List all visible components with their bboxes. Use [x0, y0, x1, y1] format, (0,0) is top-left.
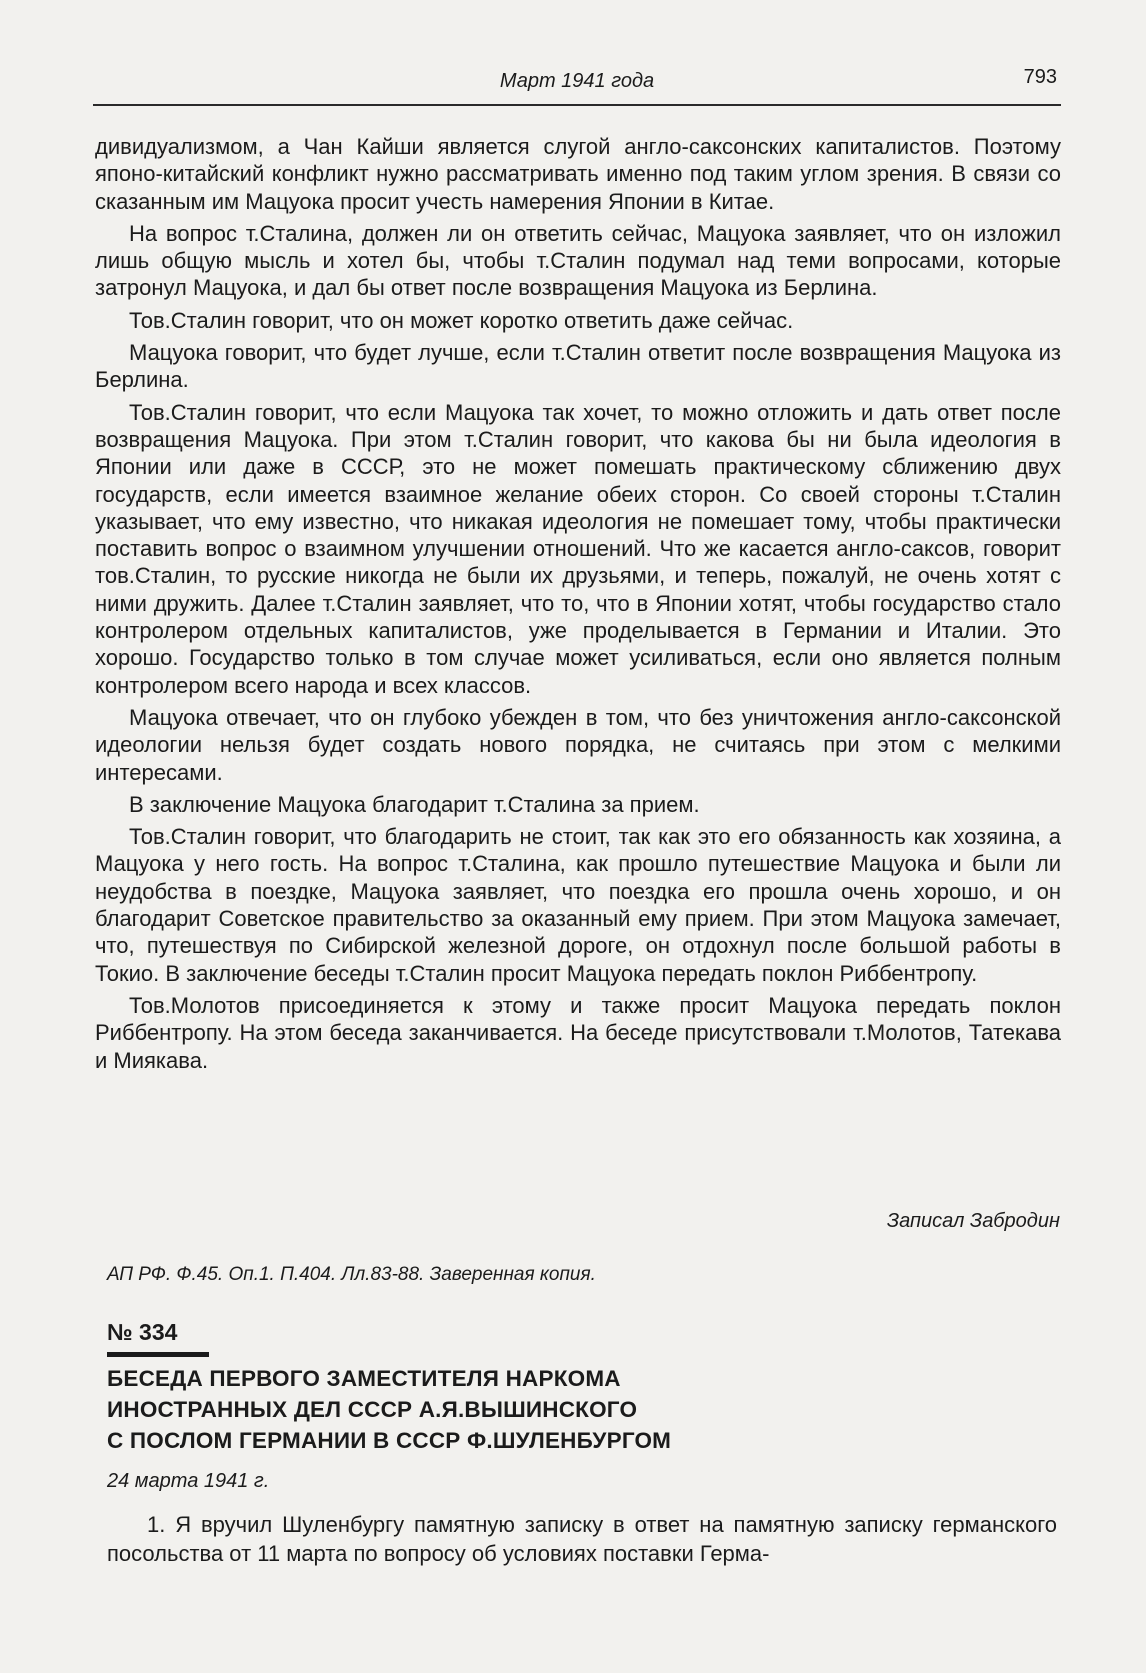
paragraph: На вопрос т.Сталина, должен ли он ответить сейчас, Мацуока заявляет, что он изложил лишь общую мысль и хотел бы, чтобы т.Сталин подумал над теми вопросами, которые затронул Мацуока, и дал бы ответ после возвращения Мацуока из Берлина.: [95, 220, 1061, 301]
paragraph: В заключение Мацуока благодарит т.Сталина за прием.: [129, 791, 700, 817]
paragraph: Тов.Молотов присоединяется к этому и также просит Мацуока передать поклон Риббентропу. На этом беседа заканчивается. На беседе присутствовали т.Молотов, Татекава и Миякава.: [95, 992, 1061, 1073]
document-title: [107, 1363, 1007, 1456]
body-text: [95, 133, 1061, 1079]
running-title: Март 1941 года: [499, 70, 655, 92]
paragraph: Мацуока отвечает, что он глубоко убежден в том, что без уничтожения англо-саксонской идеологии нельзя будет создать нового порядка, не считаясь при этом с мелкими интересами.: [95, 704, 1061, 785]
title-line: ИНОСТРАННЫХ ДЕЛ СССР А.Я.ВЫШИНСКОГО: [107, 1397, 638, 1422]
archive-source: АП РФ. Ф.45. Оп.1. П.404. Лл.83-88. Заверенная копия.: [107, 1264, 596, 1285]
document-date: 24 марта 1941 г.: [107, 1470, 270, 1492]
signature: Записал Забродин: [886, 1210, 1060, 1232]
title-line: С ПОСЛОМ ГЕРМАНИИ В СССР Ф.ШУЛЕНБУРГОМ: [107, 1428, 672, 1453]
paragraph: Тов.Сталин говорит, что если Мацуока так хочет, то можно отложить и дать ответ после возвращения Мацуока. При этом т.Сталин говорит, что какова бы ни была идеология в Японии или даже в СССР, это не может помешать практическому сближению двух государств, если имеется взаимное желание обеих сторон. Со своей стороны т.Сталин указывает, что ему известно, что никакая идеология не помешает тому, чтобы практически поставить вопрос о взаимном улучшении отношений. Что же касается англо-саксов, говорит тов.Сталин, то русские никогда не были их друзьями, и теперь, пожалуй, не очень хотят с ними дружить. Далее т.Сталин заявляет, что то, что в Японии хотят, чтобы государство стало контролером отдельных капиталистов, уже проделывается в Германии и Италии. Это хорошо. Государство только в том случае может усиливаться, если оно является полным контролером всего народа и всех классов.: [95, 399, 1061, 698]
paragraph: Тов.Сталин говорит, что благодарить не стоит, так как это его обязанность как хозяина, а Мацуока у него гость. На вопрос т.Сталина, как прошло путешествие Мацуока и были ли неудобства в поездке, Мацуока заявляет, что поездка его прошла очень хорошо, и он благодарит Советское правительство за оказанный ему прием. При этом Мацуока замечает, что, путешествуя по Сибирской железной дороге, он отдохнул после большой работы в Токио. В заключение беседы т.Сталин просит Мацуока передать поклон Риббентропу.: [95, 824, 1061, 986]
paragraph: дивидуализмом, а Чан Кайши является слугой англо-саксонских капиталистов. Поэтому японо-китайский конфликт нужно рассматривать именно под таким углом зрения. В связи со сказанным им Мацуока просит учесть намерения Японии в Китае.: [95, 134, 1061, 214]
document-number: № 334: [107, 1319, 178, 1345]
paragraph: Мацуока говорит, что будет лучше, если т.Сталин ответит после возвращения Мацуока из Берлина.: [95, 340, 1061, 393]
paragraph: 1. Я вручил Шуленбургу памятную записку в ответ на памятную записку германского посольства от 11 марта по вопросу об условиях поставки Герма-: [107, 1512, 1057, 1566]
title-line: БЕСЕДА ПЕРВОГО ЗАМЕСТИТЕЛЯ НАРКОМА: [107, 1366, 621, 1391]
page-number: 793: [1023, 66, 1057, 88]
page-header: [93, 62, 1061, 106]
document-text: [107, 1510, 1057, 1568]
paragraph: Тов.Сталин говорит, что он может коротко ответить даже сейчас.: [129, 307, 794, 333]
number-underline-bar: [107, 1352, 209, 1357]
